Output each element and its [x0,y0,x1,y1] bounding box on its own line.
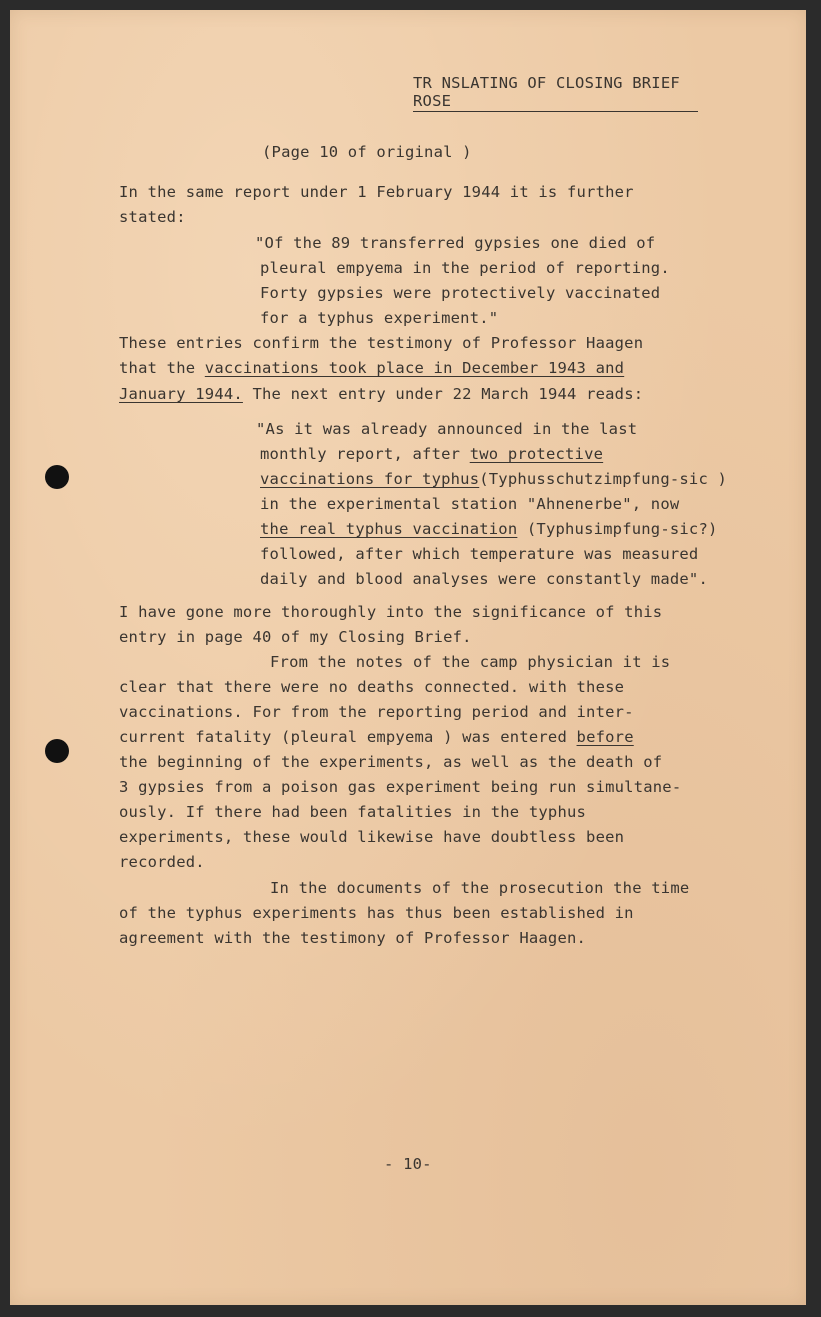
paragraph-line: agreement with the testimony of Professor Haagen. [119,929,587,947]
quote-line: daily and blood analyses were constantly made". [260,570,708,588]
paragraph-line: 3 gypsies from a poison gas experiment being run simultane- [119,778,682,796]
paragraph-line: stated: [119,208,186,226]
quote-line: "As it was already announced in the last [256,420,638,438]
quote-line [260,472,727,488]
quote-line: followed, after which temperature was measured [260,545,699,563]
text-segment: (Typhusschutzimpfung-sic ) [479,470,728,488]
underlined-text: two protective [469,445,604,463]
paragraph-line [119,387,643,403]
header-subtitle: ROSE [413,92,452,110]
text-segment: The next entry under 22 March 1944 reads: [242,385,644,403]
paragraph-line: of the typhus experiments has thus been established in [119,904,634,922]
text-segment: monthly report, after [260,445,470,463]
page-reference: (Page 10 of original ) [262,143,472,161]
paragraph-line: clear that there were no deaths connected. with these [119,678,625,696]
paragraph-line: In the documents of the prosecution the time [270,879,690,897]
page-number: - 10- [384,1155,432,1173]
underlined-text: vaccinations for typhus [260,470,480,488]
paragraph-line: entry in page 40 of my Closing Brief. [119,628,472,646]
underlined-text: the real typhus vaccination [260,520,518,538]
paragraph-line [119,361,624,377]
quote-line [260,522,718,538]
quote-line: "Of the 89 transferred gypsies one died of [255,234,656,252]
text-segment: current fatality (pleural empyema ) was entered [119,728,577,746]
paragraph-line: vaccinations. For from the reporting period and inter- [119,703,634,721]
quote-line: pleural empyema in the period of reporting. [260,259,670,277]
paragraph-line: In the same report under 1 February 1944 it is further [119,183,634,201]
paragraph-line [119,730,634,746]
underlined-text: vaccinations took place in December 1943 and [204,359,625,377]
paragraph-line: From the notes of the camp physician it is [270,653,671,671]
quote-line [260,447,603,463]
header-rule [413,111,698,112]
paragraph-line: recorded. [119,853,205,871]
underlined-text: before [576,728,634,746]
paragraph-line: These entries confirm the testimony of Professor Haagen [119,334,644,352]
text-segment: that the [119,359,205,377]
paragraph-line: experiments, these would likewise have doubtless been [119,828,625,846]
quote-line: Forty gypsies were protectively vaccinated [260,284,661,302]
paragraph-line: the beginning of the experiments, as well as the death of [119,753,663,771]
quote-line: in the experimental station "Ahnenerbe", now [260,495,680,513]
paragraph-line: I have gone more thoroughly into the significance of this [119,603,663,621]
document-page [10,10,806,1305]
text-segment: (Typhusimpfung-sic?) [517,520,718,538]
underlined-text: January 1944. [119,385,243,403]
punch-hole-bottom [45,739,69,763]
quote-line: for a typhus experiment." [260,309,499,327]
punch-hole-top [45,465,69,489]
header-title: TR NSLATING OF CLOSING BRIEF [413,74,680,92]
paragraph-line: ously. If there had been fatalities in the typhus [119,803,587,821]
